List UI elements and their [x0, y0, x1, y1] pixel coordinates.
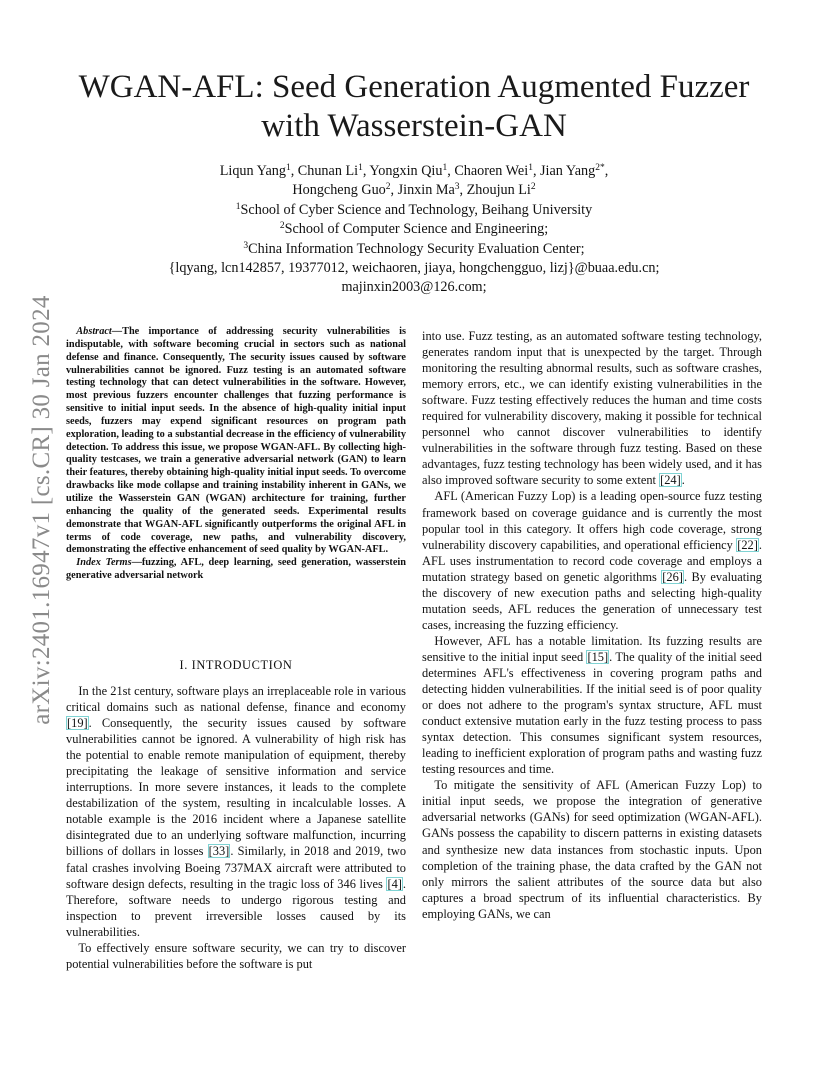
affiliation-text: School of Cyber Science and Technology, Beihang University: [240, 201, 593, 218]
affiliation-2: [40, 220, 788, 239]
body-column-right: [422, 328, 762, 922]
index-terms: [66, 557, 406, 583]
affiliation-mark: 1: [235, 201, 241, 212]
author-block: [40, 162, 788, 298]
intro-paragraph: [66, 683, 406, 940]
author-name: Liqun Yang: [219, 163, 286, 179]
body-text: . Therefore, software needs to undergo rigorous testing and inspection to prevent irreversible losses caused by its vulnerabilities.: [66, 876, 406, 939]
affiliation-mark: 3: [243, 240, 249, 251]
index-terms-text: —fuzzing, AFL, deep learning, seed generation, wasserstein generative adversarial network: [66, 557, 406, 582]
author-name: Yongxin Qiu: [369, 163, 443, 179]
email-list-2: majinxin2003@126.com;: [341, 279, 487, 296]
body-paragraph: [422, 328, 762, 488]
index-terms-label: Index Terms: [76, 557, 132, 569]
abstract-paragraph: [66, 326, 406, 557]
citation-link[interactable]: [15]: [587, 649, 609, 664]
body-paragraph: [422, 633, 762, 777]
abstract: [66, 326, 406, 583]
affiliation-mark: 2: [385, 182, 391, 193]
citation-link[interactable]: [4]: [387, 876, 402, 891]
citation-link[interactable]: [33]: [208, 844, 230, 859]
body-text: . Consequently, the security issues caused by software vulnerabilities cannot be ignored. A vulnerability of high risk has the potential to enable remote manipulation of equipment, thereby precipitating the leakage of sensitive information and service interruptions. In more severe instances, it leads to the complete destabilization of the system, resulting in incalculable losses. A notable example is the 2016 incident where a Japanese satellite disintegrated due to an underlying software malfunction, incurring billions of dollars in losses: [66, 716, 406, 859]
arxiv-identifier: arXiv:2401.16947v1 [cs.CR] 30 Jan 2024: [28, 295, 55, 725]
abstract-text: —The importance of addressing security vulnerabilities is indisputable, with software becoming crucial in sectors such as national defense and finance. Consequently, The security issues caused by software vulnerabilities cannot be ignored. Fuzz testing is an automated software testing technology that can detect vulnerabilities in the software. However, most previous fuzzers encounter challenges that fuzzing performance is sensitive to initial input seeds. In the absence of high-quality initial input seeds, fuzzers may expend significant resources on program path exploration, leading to a substantial decrease in the efficiency of vulnerability detection. To address this issue, we propose WGAN-AFL. By collecting high-quality testcases, we train a generative adversarial network (GAN) to learn their features, thereby obtaining high-quality initial input seeds. To overcome drawbacks like mode collapse and training instability inherent in GANs, we utilize the Wasserstein GAN (WGAN) architecture for training, further enhancing the quality of the generated seeds. Experimental results demonstrate that WGAN-AFL significantly outperforms the original AFL in terms of code coverage, new paths, and vulnerability discovery, demonstrating the effective enhancement of seed quality by WGAN-AFL.: [66, 326, 406, 556]
affiliation-text: China Information Technology Security Evaluation Center;: [248, 240, 585, 257]
section-heading: I. INTRODUCTION: [179, 658, 293, 672]
intro-column-left: [66, 683, 406, 972]
abstract-label: Abstract: [76, 326, 112, 337]
affiliation-mark: 2: [279, 221, 285, 232]
affiliation-mark: 1: [442, 163, 448, 173]
citation-link[interactable]: [19]: [67, 716, 88, 731]
author-name: Hongcheng Guo: [292, 182, 386, 199]
body-text: . AFL uses instrumentation to record code coverage and employs a mutation strategy based on genetic algorithms: [422, 537, 762, 584]
body-text: AFL (American Fuzzy Lop) is a leading open-source fuzz testing framework based on coverage guidance and is currently the most popular tool in this category. It offers high code coverage, strong vulnerability discovery capabilities, and operational efficiency: [422, 489, 762, 552]
affiliation-1: [40, 201, 788, 220]
citation-link[interactable]: [24]: [660, 473, 681, 488]
body-text: However, AFL has a notable limitation. Its fuzzing results are sensitive to the initial input seed: [422, 633, 762, 664]
citation-link[interactable]: [26]: [662, 569, 683, 584]
body-text: . The quality of the initial seed determines AFL's effectiveness in covering program paths and detecting hidden vulnerabilities. If the initial seed is of poor quality or does not adhere to the program's syntax structure, AFL must conduct extensive mutation early in the fuzz testing process to pass syntax detection. This consumes significant system resources, leading to inefficient exploration of program paths and wasting fuzz testing resources and time.: [422, 649, 762, 777]
affiliation-text: School of Computer Science and Engineering;: [284, 221, 549, 238]
body-paragraph: To mitigate the sensitivity of AFL (American Fuzzy Lop) to initial input seeds, we propose the integration of generative adversarial networks (GANs) for seed optimization (WGAN-AFL). GANs possess the capability to discern patterns in existing datasets and synthesize new data instances from stochastic inputs. Upon completion of the training phase, the data crafted by the GAN not only mirrors the salient attributes of the source data but also captures a broad spectrum of its influential characteristics. By employing GANs, we can: [422, 778, 762, 921]
affiliation-mark: 1: [285, 163, 291, 173]
affiliation-mark: 3: [454, 182, 460, 193]
body-text: into use. Fuzz testing, as an automated software testing technology, generates random input that is unexpected by the target. Through monitoring the resulting abnormal results, such as software crashes, memory errors, etc., we can identify existing vulnerabilities in the software. Fuzz testing effectively reduces the human and time costs required for vulnerability discovery, making it possible for technical personnel who cannot discover vulnerabilities to identify vulnerabilities in the software through fuzz testing. Based on these advantages, fuzz testing technology has been widely used, and it has also improved software security to some extent: [422, 329, 762, 488]
author-name: Jinxin Ma: [397, 182, 455, 199]
intro-paragraph: To effectively ensure software security, we can try to discover potential vulnerabilities before the software is put: [66, 940, 406, 971]
affiliation-mark: 2*: [595, 163, 605, 173]
email-list: {lqyang, lcn142857, 19377012, weichaoren, jiaya, hongchengguo, lizj}@buaa.edu.cn;: [168, 260, 660, 277]
author-line-1: Liqun Yang$^1$, Chunan Li$^1$, Yongxin Qiu$^1$, Chaoren Wei$^1$, Jian Yang$^{2*}$,: [219, 163, 609, 179]
author-name: Jian Yang: [540, 163, 596, 179]
body-text: . Similarly, in 2018 and 2019, two fatal crashes involving Boeing 737MAX aircraft were attributed to software design defects, resulting in the tragic loss of 346 lives: [66, 844, 407, 891]
author-line-2: Hongcheng Guo$^2$, Jinxin Ma$^3$, Zhoujun Li$^2$: [292, 182, 536, 199]
affiliation-3: [40, 240, 788, 259]
body-text: In the 21st century, software plays an irreplaceable role in various critical domains such as national defense, finance and economy: [66, 684, 406, 715]
citation-link[interactable]: [22]: [737, 537, 758, 552]
author-name: Chunan Li: [297, 163, 359, 179]
affiliation-mark: 1: [358, 163, 363, 173]
author-name: Zhoujun Li: [466, 182, 531, 199]
title-line-1: WGAN-AFL: Seed Generation Augmented Fuzzer: [78, 69, 750, 105]
paper-title: [40, 68, 788, 146]
body-text: .: [681, 473, 685, 488]
body-paragraph: [422, 488, 762, 632]
affiliation-mark: 1: [528, 163, 533, 173]
title-line-2: with Wasserstein-GAN: [261, 108, 567, 144]
body-text: . By evaluating the discovery of new execution paths and selecting high-quality mutation seeds, AFL reduces the generation of unnecessary test cases, increasing the fuzzing efficiency.: [422, 569, 762, 632]
affiliation-mark: 2: [530, 182, 536, 193]
author-name: Chaoren Wei: [454, 163, 529, 179]
